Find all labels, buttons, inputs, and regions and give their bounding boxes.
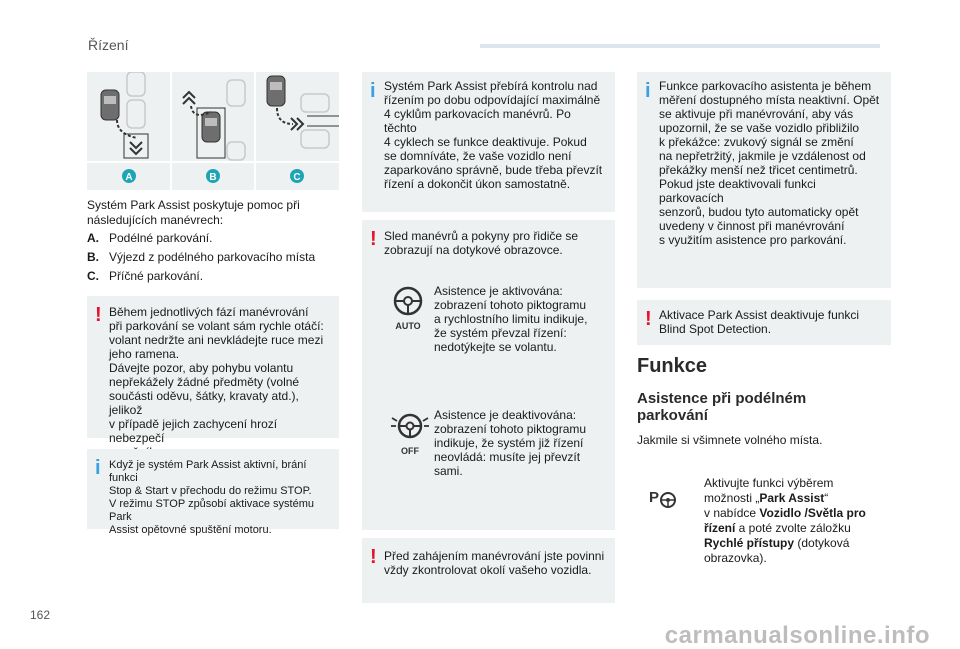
info-icon: i [95,457,101,479]
parking-manoeuvres-figure [87,72,339,190]
info-text: Systém Park Assist přebírá kontrolu nad řízením po dobu odpovídající maximálně 4 cyklům parkovacích manévrů. Po těchto 4 cyklech se funkce deaktivuje. Pokud se domníváte, že vaše vozidlo není zaparkováno správně, bude třeba převzít řízení a dokončit úkon samostatně. [384,79,603,191]
info-icon: i [645,80,651,102]
steering-off-icon [390,410,430,456]
info-box-sensors [637,72,891,288]
panel-a-illustration [101,72,148,158]
list-item-text: Příčné parkování. [109,269,204,283]
warning-icon: ! [370,546,377,568]
list-item-key: A. [87,231,99,245]
info-text: Když je systém Park Assist aktivní, brání funkci Stop & Start v přechodu do režimu STOP. V režimu STOP způsobí aktivace systému Park Assist opětovné spuštění motoru. [109,459,315,536]
warning-icon: ! [645,308,652,330]
park-assist-icon-letter: P [649,489,660,506]
park-assist-icon [648,486,678,510]
watermark: carmanualsonline.info [664,622,930,649]
info-box-stop-start [87,449,339,536]
intro-text: Systém Park Assist poskytuje pomoc při následujících manévrech: [87,198,300,227]
warning-text: Sled manévrů a pokyny pro řidiče se zobrazují na dotykové obrazovce. [384,229,579,257]
warning-text: Aktivace Park Assist deaktivuje funkci Blind Spot Detection. [659,308,860,336]
instruction-text [686,476,886,566]
label-a: A [125,172,133,183]
instruction-bullet [686,476,886,566]
subsection-heading: Asistence při podélném parkování [637,390,807,424]
panel-c-illustration [267,76,339,148]
list-item-key: C. [87,269,99,283]
list-item-key: B. [87,250,99,264]
section-title: Řízení [88,37,129,53]
list-item-text: Výjezd z podélného parkovacího místa [109,250,316,264]
label-c: C [293,172,301,183]
info-box-cycles [362,72,615,212]
instruction-part: a poté zvolte záložku [738,521,851,535]
header-rule [480,44,880,48]
instruction-part: Aktivujte funkci výběrem možnosti „ [704,476,834,505]
warning-box-steering [87,296,339,445]
section-heading: Funkce [637,355,708,377]
off-description: Asistence je deaktivována: zobrazení tohoto piktogramu indikuje, že systém již řízení neovládá: musíte jej převzít sami. [434,408,587,478]
panel-b-illustration [183,80,245,160]
paragraph-text: Jakmile si všimnete volného místa. [637,433,823,447]
warning-text: Během jednotlivých fází manévrování při parkování se volant sám rychle otáčí: volant nedržte ani nevkládejte ruce mezi jeho ramena. Dávejte pozor, aby pohybu volantu nepřekážely žádné předměty (volné součásti oděvu, šátky, kravaty atd.), jelikož v případě jejich zachycení hrozí nebezpečí [109,305,324,445]
list-item-text: Podélné parkování. [109,231,213,245]
auto-description: Asistence je aktivována: zobrazení tohoto piktogramu a rychlostního limitu indikuje, že systém převzal řízení: nedotýkejte se volantu. [434,284,588,354]
instruction-part: (dotyková obrazovka). [704,536,850,565]
list-item [87,229,337,248]
list-item [87,248,337,267]
instruction-bold: Rychlé přístupy [704,536,795,550]
instruction-part: “ v nabídce [704,491,829,520]
warning-text: Před zahájením manévrování jste povinni vždy zkontrolovat okolí vašeho vozidla. [384,549,605,577]
off-label: OFF [401,446,419,456]
manoeuvre-list [87,229,337,286]
manoeuvre-illustration [87,72,339,190]
warning-box-blind-spot [637,300,891,345]
instruction-bold: Park Assist [759,491,825,505]
warning-box-touchscreen [362,220,615,530]
auto-label: AUTO [395,321,421,331]
page-number: 162 [30,608,51,622]
list-item [87,267,337,286]
info-text: Funkce parkovacího asistenta je během měření dostupného místa neaktivní. Opět se aktivuje při manévrování, aby vás upozornil, že se vaše vozidlo přibližilo k překážce: zvukový signál se změní na nepřetržitý, jakmile je vzdálenost od překážky menší než třicet centimetrů. Pokud jste deaktivovali funkci parkovacích senzorů, budou tyto automaticky opět uvedeny v činnost při manévrování s využitím asistence pro parkování. [659,79,880,247]
steering-auto-icon [390,285,426,331]
info-icon: i [370,80,376,102]
warning-icon: ! [95,304,102,326]
label-b: B [209,172,217,183]
warning-box-surroundings [362,538,615,603]
warning-icon: ! [370,228,377,250]
instruction-bold: Vozidlo /Světla pro řízení [704,506,866,535]
